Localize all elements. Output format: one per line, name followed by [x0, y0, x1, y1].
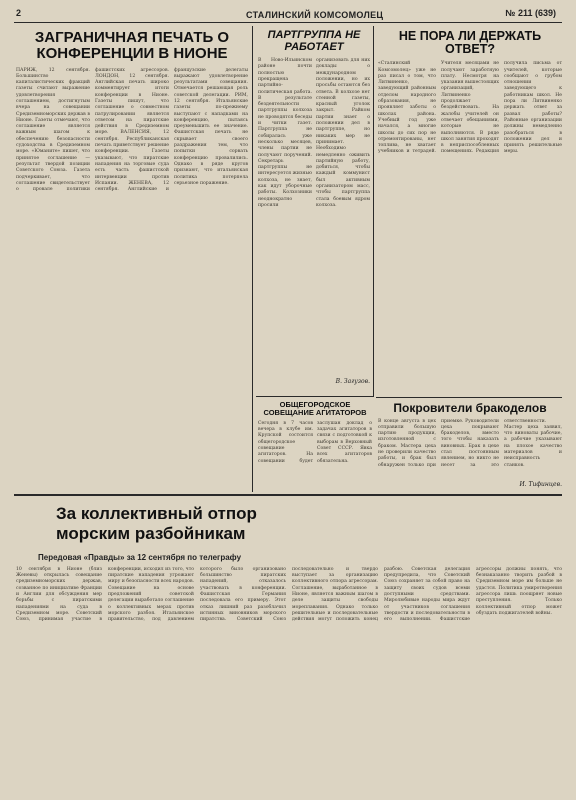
- headline-foreign-press: ЗАГРАНИЧНАЯ ПЕЧАТЬ О КОНФЕРЕНЦИИ В НИОНЕ: [34, 29, 230, 62]
- column-rule-2: [373, 26, 374, 396]
- headline-partgroup: ПАРТГРУППА НЕ РАБОТАЕТ: [267, 29, 361, 53]
- body-agitators: Сегодня в 7 часов вечера в клубе им. Крупской состоится общегородское совещание агитаторов. На совещании будет заслушан доклад о задачах агитаторов в связи с подготовкой к выборам в Верховный Совет СССР. Явка всех агитаторов обязательна.: [258, 420, 372, 464]
- page-number: 2: [16, 8, 22, 18]
- signature-partgroup: В. Загузов.: [335, 378, 370, 386]
- headline-defects: Покровители бракоделов: [393, 401, 547, 415]
- signature-defects: И. Тифинцев.: [519, 480, 562, 488]
- horizontal-rule-main: [14, 494, 562, 496]
- article-foreign-press: [16, 28, 248, 490]
- article-agitators: [258, 400, 372, 492]
- article-partgroup: [258, 28, 370, 393]
- masthead-rule: [14, 22, 562, 23]
- body-defects: В конце августа в цех отправили большую партию продукции, изготовленной с браком. Мастера цеха не проверили качество работы, и брак был обнаружен только при приемке. Руководители цеха покрывают бракоделов, вместо того чтобы наказать виновных. Брак в цехе стал постоянным явлением, но никто не несет за это ответственности. Мастер цеха заявил, что виноваты рабочие, а рабочие указывают на плохое качество материалов и неисправность станков.: [378, 418, 562, 468]
- lede-collective-rebuff: Передовая «Правды» за 12 сентября по телеграфу: [38, 552, 242, 562]
- column-rule-1: [252, 26, 253, 492]
- headline-collective-rebuff: За коллективный отпор морским разбойникам: [56, 504, 257, 544]
- paper-title: СТАЛИНСКИЙ КОМСОМОЛЕЦ: [246, 10, 384, 20]
- section-rule-agitators: [256, 396, 374, 397]
- article-accountability: [378, 28, 562, 396]
- article-defects: [378, 400, 562, 492]
- article-collective-rebuff: [16, 498, 562, 796]
- issue-number: № 211 (639): [505, 8, 556, 18]
- headline-accountability: НЕ ПОРА ЛИ ДЕРЖАТЬ ОТВЕТ?: [398, 29, 542, 57]
- body-collective-rebuff: 10 сентября в Нионе (близ Женевы) открылась совещание средиземноморских держав, созванное по инициативе Франции и Англии для обсуждения мер борьбы с пиратскими нападениями на суда в Средиземном море. Советский Союз, принимая участие в конференции, исходил из того, что пиратские нападения угрожают миру и безопасности всех народов. Совещание на основе предложений советской делегации выработало соглашение о коллективных мерах против морского разбоя. Итальянское правительство, под давлением которого было организовано большинство пиратских нападений, отказалось участвовать в конференции. Фашистская Германия последовала его примеру. Этот отказ лишний раз разоблачил истинных виновников морского пиратства. Советский Союз последовательно и твердо выступает за организацию коллективного отпора агрессорам. Соглашение, выработанное в Нионе, является важным шагом в деле защиты свободы мореплавания. Однако только решительные и последовательные действия могут положить конец разбою. Советская делегация предупредила, что Советский Союз сохраняет за собой право на защиту своих судов всеми доступными средствами. Миролюбивые народы мира ждут от участников соглашения твердости и последовательности в его выполнении. Фашистские агрессоры должны понять, что безнаказанно творить разбой в Средиземном море им больше не удастся. Политика умиротворения агрессора лишь поощряет новые преступления. Только коллективный отпор может обуздать поджигателей войны.: [16, 566, 562, 623]
- body-accountability: «Сталинский Комсомолец» уже не раз писал о том, что Литвиненко, заведующий районным отделом народного образования, не проявляет заботы о школах района. Учебный год уже начался, а многие школы до сих пор не отремонтированы, нет топлива, не хватает учебников и тетрадей. Учителя месяцами не получают заработную плату. Несмотря на указания вышестоящих организаций, Литвиненко продолжает бездействовать. На жалобы учителей он отвечает обещаниями, которые не выполняются. В ряде школ занятия проходят в неприспособленных помещениях. Редакция получила письма от учителей, которые сообщают о грубом отношении заведующего к работникам школ. Не пора ли Литвиненко держать ответ за развал работы? Районные организации должны немедленно разобраться в положении дел и принять решительные меры.: [378, 61, 562, 155]
- body-foreign-press: ПАРИЖ, 12 сентября. Большинство капиталистических фракций газеты считают выражение удовлетворения соглашением, достигнутым вчера на совещании Средиземноморских держав в Нионе. Газеты отмечают, что соглашение является важным шагом к обеспечению безопасности судоходства в Средиземном море. «Юманите» пишет, что принятое соглашение — результат твердой позиции Советского Союза. Газета подчеркивает, что соглашение свидетельствует о провале политики фашистских агрессоров. ЛОНДОН, 12 сентября. Английская печать широко комментирует итоги конференции в Нионе. Газеты пишут, что соглашение о совместном патрулировании является ответом на пиратские действия в Средиземном море. ВАЛЕНСИЯ, 12 сентября. Республиканская печать приветствует решение конференции. Газеты указывают, что пиратские нападения на торговые суда есть часть фашистской интервенции против Испании. ЖЕНЕВА, 12 сентября. Английские и французские делегаты выражают удовлетворение результатами совещания. Отмечается решающая роль советской делегации. РИМ, 12 сентября. Итальянские газеты по-прежнему выступают с нападками на конференцию, пытаясь преуменьшить ее значение. Фашистская печать не скрывает своего раздражения тем, что попытки сорвать конференцию провалились. Однако в ряде кругов признают, что итальянская политика потерпела серьезное поражение.: [16, 67, 248, 193]
- headline-agitators: ОБЩЕГОРОДСКОЕ СОВЕЩАНИЕ АГИТАТОРОВ: [263, 400, 367, 417]
- section-rule-defects: [376, 397, 562, 398]
- body-partgroup: В Ново-Ильинском районе почти полностью прекращена партийно-политическая работа. В результате бездеятельности партгруппы колхоза не проводятся беседы и читки газет. Партгруппа не собиралась уже несколько месяцев, члены партии не получают поручений. Секретарь партгруппы не интересуется жизнью колхоза, не знает, как идут уборочные работы. Колхозники неоднократно просили организовать для них доклады о международном положении, но их просьбы остаются без ответа. В колхозе нет стенной газеты, красный уголок закрыт. Райком партии знает о положении дел в партгруппе, но никаких мер не принимает. Необходимо немедленно оживить партийную работу, добиться, чтобы каждый коммунист был активным организатором масс, чтобы партгруппа стала боевым ядром колхоза.: [258, 58, 370, 208]
